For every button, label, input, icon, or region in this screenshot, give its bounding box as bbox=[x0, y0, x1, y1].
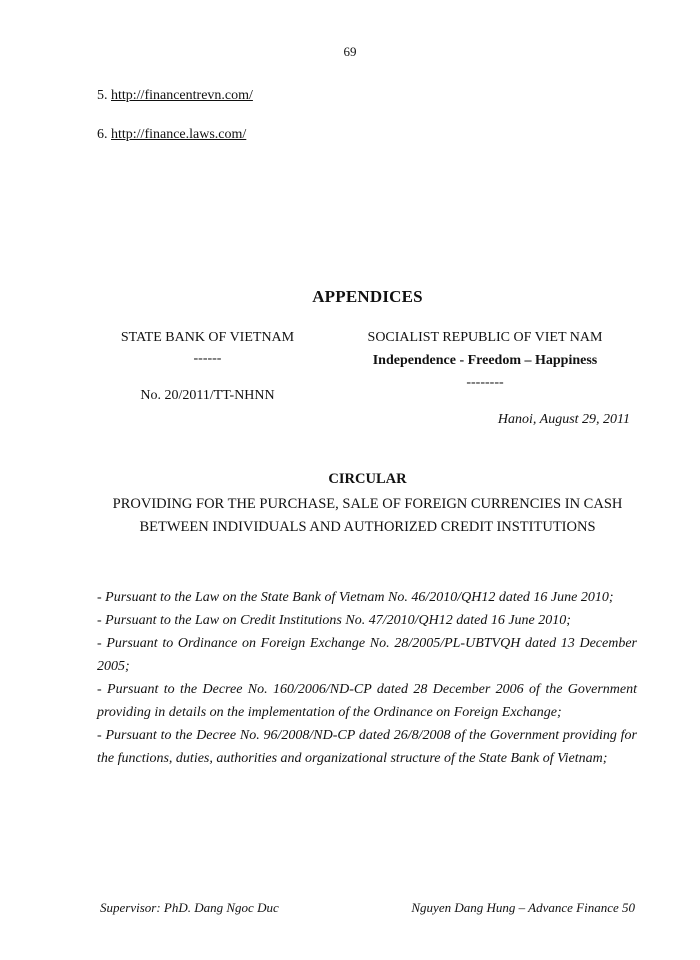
state-motto: Independence - Freedom – Happiness bbox=[372, 353, 598, 368]
reference-label: 6. bbox=[97, 127, 111, 142]
state-divider: -------- bbox=[466, 375, 504, 390]
issuer-divider: ------ bbox=[193, 351, 222, 366]
issuer-name: STATE BANK OF VIETNAM bbox=[120, 330, 295, 345]
pursuant-clause: - Pursuant to Ordinance on Foreign Exchange No. 28/2005/PL-UBTVQH dated 13 December 2005; bbox=[97, 636, 637, 674]
pursuant-clause: - Pursuant to the Law on Credit Institutions No. 47/2010/QH12 dated 16 June 2010; bbox=[97, 613, 571, 628]
reference-item bbox=[97, 88, 253, 104]
state-name: SOCIALIST REPUBLIC OF VIET NAM bbox=[367, 330, 603, 345]
document-number: No. 20/2011/TT-NHNN bbox=[140, 388, 275, 403]
page-number: 69 bbox=[343, 44, 357, 59]
reference-item bbox=[97, 127, 246, 143]
reference-label: 5. bbox=[97, 88, 111, 103]
footer-author: Nguyen Dang Hung – Advance Finance 50 bbox=[411, 900, 635, 915]
pursuant-clause: - Pursuant to the Decree No. 96/2008/ND-CP dated 26/8/2008 of the Government providing for the functions, duties, authorities and organizational structure of the State Bank of Vietnam; bbox=[97, 728, 637, 766]
reference-link[interactable]: http://financentrevn.com/ bbox=[111, 88, 253, 103]
reference-link[interactable]: http://finance.laws.com/ bbox=[111, 127, 247, 142]
circular-subtitle: PROVIDING FOR THE PURCHASE, SALE OF FOREIGN CURRENCIES IN CASH BETWEEN INDIVIDUALS AND AUTHORIZED CREDIT INSTITUTIONS bbox=[112, 496, 623, 535]
pursuant-clauses bbox=[97, 586, 637, 770]
issue-date: Hanoi, August 29, 2011 bbox=[497, 412, 630, 427]
pursuant-clause: - Pursuant to the Law on the State Bank of Vietnam No. 46/2010/QH12 dated 16 June 2010; bbox=[97, 590, 614, 605]
pursuant-clause: - Pursuant to the Decree No. 160/2006/ND-CP dated 28 December 2006 of the Government providing in details on the implementation of the Ordinance on Foreign Exchange; bbox=[97, 682, 637, 720]
appendices-heading: APPENDICES bbox=[312, 287, 423, 306]
footer-supervisor: Supervisor: PhD. Dang Ngoc Duc bbox=[100, 900, 279, 915]
circular-title: CIRCULAR bbox=[328, 471, 407, 487]
